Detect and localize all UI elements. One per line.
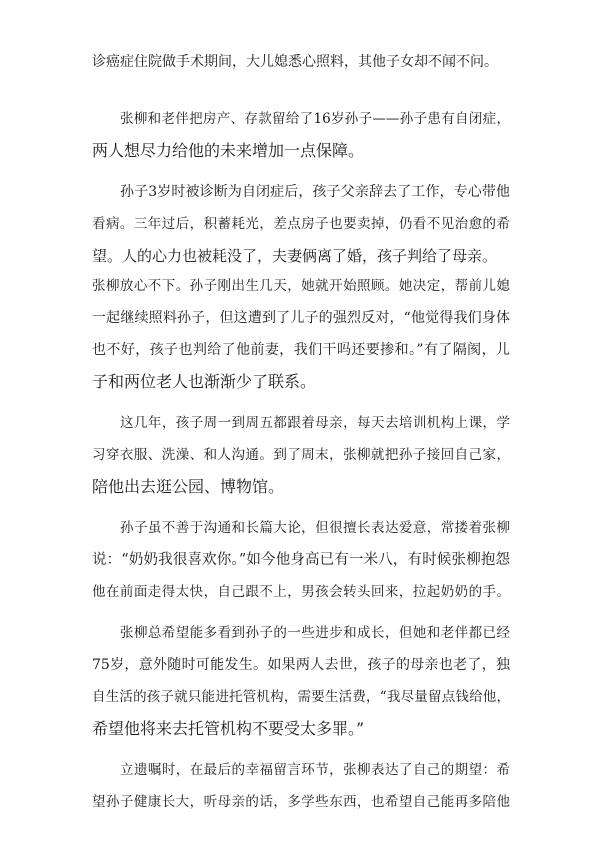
text-line: 望。人的心力也被耗没了，夫妻俩离了婚，孩子判给了母亲。 bbox=[92, 247, 498, 265]
text-line: 希望他将来去托管机构不要受太多罪。” bbox=[92, 719, 365, 738]
text-line: 张柳总希望能多看到孙子的一些进步和成长，但她和老伴都已经 bbox=[120, 625, 510, 641]
text-line: 立遗嘱时，在最后的幸福留言环节，张柳表达了自己的期望：希 bbox=[120, 762, 510, 778]
text-line: 陪他出去逛公园、博物馆。 bbox=[92, 477, 285, 496]
text-line: 一起继续照料孙子，但这遭到了儿子的强烈反对，“他觉得我们身体 bbox=[92, 310, 510, 326]
text-line: 孙子虽不善于沟通和长篇大论，但很擅长表达爱意，常搂着张柳 bbox=[120, 520, 510, 536]
text-line: 子和两位老人也渐渐少了联系。 bbox=[92, 372, 317, 391]
text-line: 习穿衣服、洗澡、和人沟通。到了周末，张柳就把孙子接回自己家， bbox=[92, 447, 510, 463]
text-line: 他在前面走得太快，自己跟不上，男孩会转头回来，拉起奶奶的手。 bbox=[92, 584, 510, 600]
text-line: 张柳和老伴把房产、存款留给了16岁孙子——孙子患有自闭症， bbox=[120, 111, 510, 127]
text-line: 望孙子健康长大，听母亲的话，多学些东西，也希望自己能再多陪他 bbox=[92, 794, 510, 810]
text-line: 诊癌症住院做手术期间，大儿媳悉心照料，其他子女却不闻不问。 bbox=[92, 54, 498, 70]
text-line: 这几年，孩子周一到周五都跟着母亲，每天去培训机构上课，学 bbox=[120, 415, 510, 431]
text-line: 孙子3岁时被诊断为自闭症后，孩子父亲辞去了工作，专心带他 bbox=[120, 184, 510, 200]
text-line: 75岁，意外随时可能发生。如果两人去世，孩子的母亲也老了，独 bbox=[92, 657, 510, 673]
text-line: 说：“奶奶我很喜欢你。”如今他身高已有一米八，有时候张柳抱怨 bbox=[92, 552, 510, 568]
text-line: 也不好，孩子也判给了他前妻，我们干吗还要掺和。”有了隔阂，儿 bbox=[92, 342, 510, 358]
text-line: 看病。三年过后，积蓄耗光，差点房子也要卖掉，仍看不见治愈的希 bbox=[92, 216, 510, 232]
text-line: 自生活的孩子就只能进托管机构，需要生活费，“我尽量留点钱给他， bbox=[92, 689, 510, 705]
text-line: 张柳放心不下。孙子刚出生几天，她就开始照顾。她决定，帮前儿媳 bbox=[92, 278, 510, 294]
text-line: 两人想尽力给他的未来增加一点保障。 bbox=[92, 141, 365, 160]
